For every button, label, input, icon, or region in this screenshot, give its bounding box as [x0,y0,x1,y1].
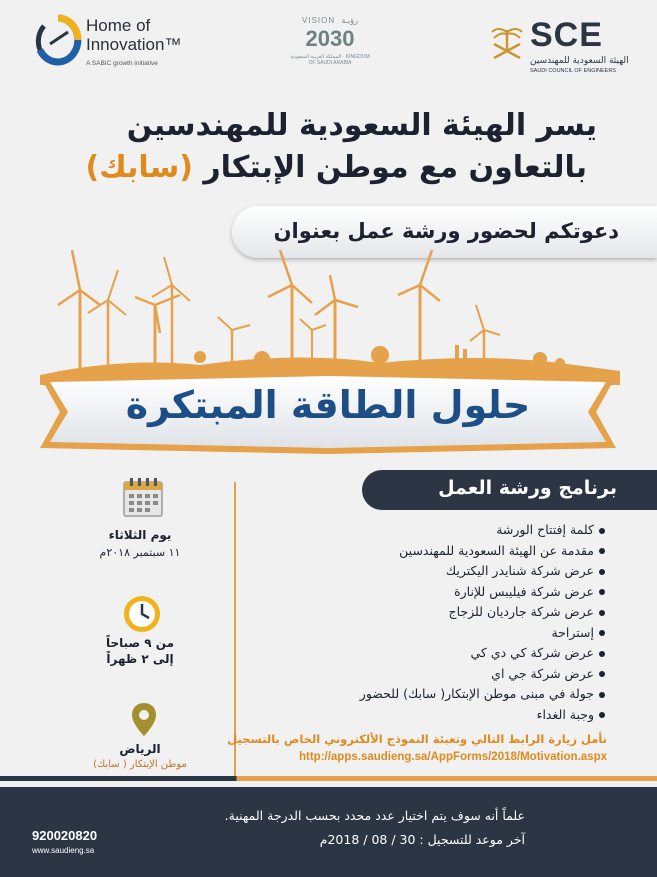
program-item: جولة في مبنى موطن الإبتكار( سابك) للحضور [360,684,605,705]
title-line-1: يسر الهيئة السعودية للمهندسين [126,108,597,143]
invite-text: دعوتكم لحضور ورشة عمل بعنوان [273,219,619,243]
hoi-title [86,16,181,54]
event-time-to: إلى ٢ ظهراً [106,652,174,666]
vision-label: VISION [302,16,336,25]
palm-swords-icon [488,22,526,62]
bullet-icon [599,692,605,698]
program-list [360,520,605,725]
event-city: الرياض [119,742,161,756]
program-title: برنامج ورشة العمل [438,477,617,499]
title-line-2 [86,150,587,185]
bullet-icon [599,671,605,677]
calendar-icon [122,476,164,518]
hoi-subtitle: A SABIC growth initiative [86,60,158,67]
program-item: عرض شركة جي اي [360,664,605,685]
workshop-title: حلول الطاقة المبتكرة [125,383,531,427]
bullet-icon [599,528,605,534]
program-item: وجبة الغداء [360,705,605,726]
bullet-icon [599,548,605,554]
sce-logo [488,16,638,78]
sce-arabic-name: الهيئة السعودية للمهندسين [530,56,629,66]
wind-turbines-illustration [0,245,657,385]
home-of-innovation-logo [34,12,184,76]
footer-note-deadline: آخر موعد للتسجيل : 30 / 08 / 2018م [319,832,525,847]
event-date: ١١ سبتمبر ٢٠١٨م [99,546,181,559]
program-item: إستراحة [360,623,605,644]
title-line-2-prefix: بالتعاون مع موطن الإبتكار [192,150,587,185]
registration-link[interactable]: http://apps.saudieng.sa/AppForms/2018/Motivation.aspx [298,751,607,763]
vision-year: 2030 [305,26,355,51]
program-header [362,470,657,510]
program-item: عرض شركة جارديان للزجاج [360,602,605,623]
title-line-2-highlight: (سابك) [85,150,193,185]
event-day: يوم الثلاثاء [108,528,172,542]
clock-icon [122,594,162,634]
bullet-icon [599,589,605,595]
location-pin-icon [130,702,158,738]
event-venue: موطن الإبتكار ( سابك) [93,759,187,770]
program-item: كلمة إفتتاح الورشة [360,520,605,541]
bullet-icon [599,712,605,718]
sce-english-name: SAUDI COUNCIL OF ENGINEERS [530,68,616,74]
event-time-from: من ٩ صباحاً [105,636,175,650]
hoi-title-line-2: Innovation™ [86,35,182,54]
vision-kingdom: المملكة العربية السعودية · KINGDOM OF SAUDI ARABIA [290,54,370,66]
registration-note: نأمل زيارة الرابط التالي وتعبئة النموذج الألكتروني الخاص بالتسجيل [227,732,607,746]
vision-label-ar: رؤيـة [341,16,358,25]
program-item: عرض شركة شنايدر اليكتريك [360,561,605,582]
bullet-icon [599,569,605,575]
footer-phone: 920020820 [32,828,98,843]
hoi-title-line-1: Home of [86,16,151,35]
bullet-icon [599,610,605,616]
program-item: عرض شركة كي دي كي [360,643,605,664]
bullet-icon [599,630,605,636]
vision-2030-logo [290,16,370,76]
sce-abbr: SCE [530,16,603,54]
footer-website[interactable]: www.saudieng.sa [32,846,95,855]
program-item: مقدمة عن الهيئة السعودية للمهندسين [360,541,605,562]
footer-note-selection: علماً أنه سوف يتم اختيار عدد محدد بحسب الدرجة المهنية. [224,808,525,823]
bullet-icon [599,651,605,657]
hoi-mark-icon [34,14,82,66]
program-item: عرض شركة فيليبس للإنارة [360,582,605,603]
